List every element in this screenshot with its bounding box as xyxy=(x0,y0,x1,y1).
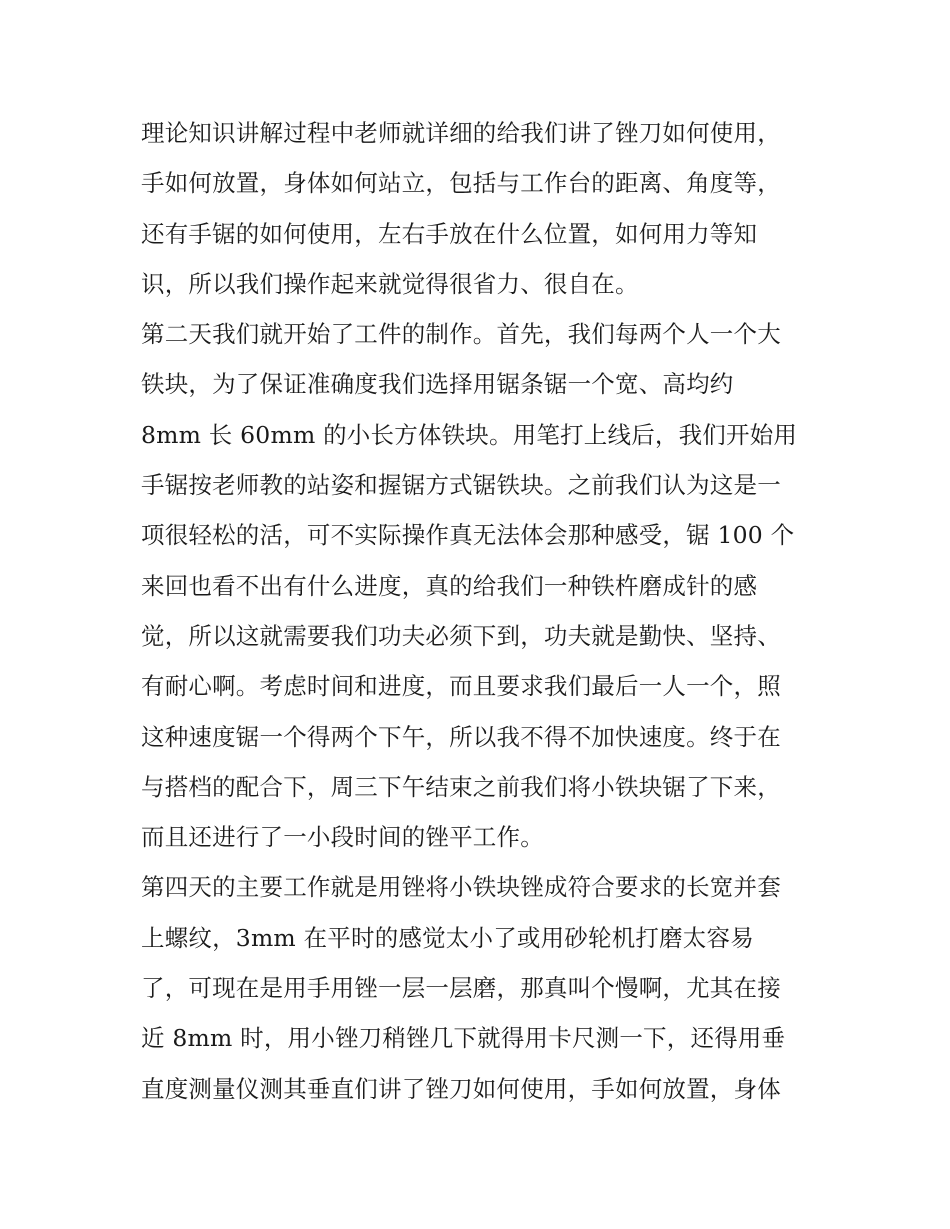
text-line: 理论知识讲解过程中老师就详细的给我们讲了锉刀如何使用， xyxy=(141,119,781,147)
text-line: 第二天我们就开始了工件的制作。首先，我们每两个人一个大 xyxy=(141,320,781,349)
text-line: 有耐心啊。考虑时间和进度，而且要求我们最后一人一个，照 xyxy=(141,672,781,701)
text-line: 直度测量仪测其垂直们讲了锉刀如何使用，手如何放置，身体 xyxy=(141,1074,781,1103)
text-line: 识，所以我们操作起来就觉得很省力、很自在。 xyxy=(141,269,639,298)
text-line: 近 8mm 时，用小锉刀稍锉几下就得用卡尺测一下，还得用垂 xyxy=(141,1024,786,1053)
text-line: 第四天的主要工作就是用锉将小铁块锉成符合要求的长宽并套 xyxy=(141,873,781,902)
text-line: 铁块，为了保证准确度我们选择用锯条锯一个宽、高均约 xyxy=(141,370,734,399)
text-line: 手锯按老师教的站姿和握锯方式锯铁块。之前我们认为这是一 xyxy=(141,471,781,500)
text-line: 手如何放置，身体如何站立，包括与工作台的距离、角度等， xyxy=(141,169,781,198)
text-line: 觉，所以这就需要我们功夫必须下到，功夫就是勤快、坚持、 xyxy=(141,621,781,650)
text-line: 了，可现在是用手用锉一层一层磨，那真叫个慢啊，尤其在接 xyxy=(141,974,781,1003)
text-line: 这种速度锯一个得两个下午，所以我不得不加快速度。终于在 xyxy=(141,722,781,751)
text-line: 8mm 长 60mm 的小长方体铁块。用笔打上线后，我们开始用 xyxy=(141,420,798,449)
text-line: 项很轻松的活，可不实际操作真无法体会那种感受，锯 100 个 xyxy=(141,521,795,550)
text-line: 上螺纹，3mm 在平时的感觉太小了或用砂轮机打磨太容易 xyxy=(141,923,754,952)
body-text xyxy=(141,108,821,1114)
text-line: 还有手锯的如何使用，左右手放在什么位置，如何用力等知 xyxy=(141,219,758,248)
text-line: 与搭档的配合下，周三下午结束之前我们将小铁块锯了下来， xyxy=(141,772,781,801)
text-line: 而且还进行了一小段时间的锉平工作。 xyxy=(141,823,544,852)
text-line: 来回也看不出有什么进度，真的给我们一种铁杵磨成针的感 xyxy=(141,571,758,600)
